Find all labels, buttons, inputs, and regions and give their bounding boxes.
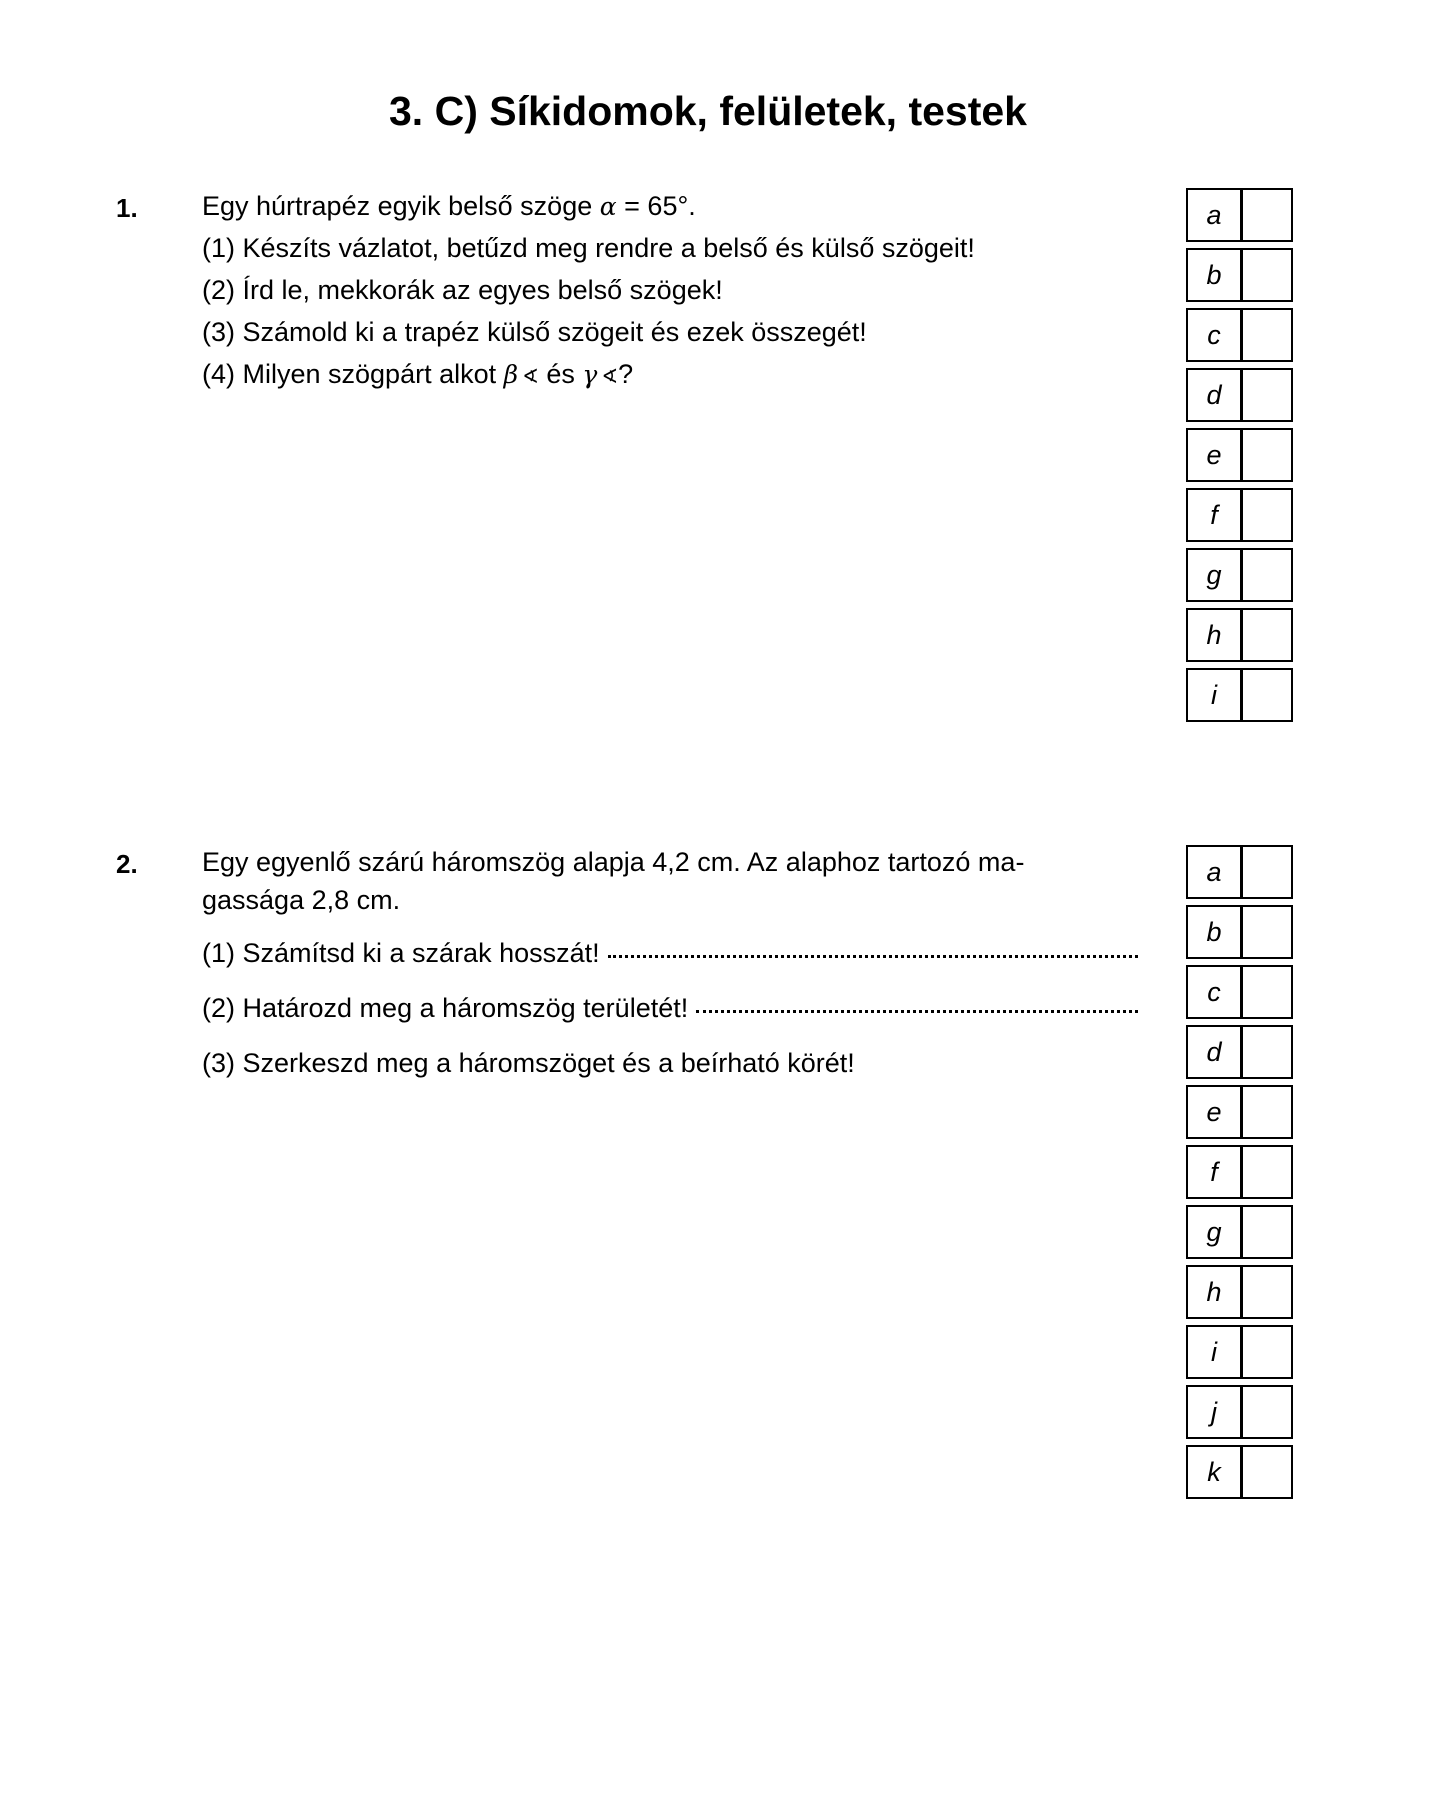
- problem-number: 1.: [116, 193, 138, 223]
- alpha-symbol: α: [599, 192, 617, 221]
- answer-box-label: c: [1188, 967, 1243, 1017]
- answer-score-cell[interactable]: [1243, 1207, 1291, 1257]
- answer-box: [1186, 1205, 1293, 1259]
- answer-box-label: a: [1188, 847, 1243, 897]
- answer-box: [1186, 668, 1293, 722]
- answer-score-cell[interactable]: [1243, 1447, 1291, 1497]
- task-text: (2) Határozd meg a háromszög területét!: [202, 993, 689, 1023]
- answer-score-cell[interactable]: [1243, 907, 1291, 957]
- answer-box: [1186, 488, 1293, 542]
- task-item: (2) Írd le, mekkorák az egyes belső szögek!: [202, 275, 723, 305]
- answer-score-cell[interactable]: [1243, 967, 1291, 1017]
- answer-box: [1186, 1145, 1293, 1199]
- answer-box: [1186, 608, 1293, 662]
- answer-box-label: f: [1188, 1147, 1243, 1197]
- answer-score-cell[interactable]: [1243, 550, 1291, 600]
- item4-suffix: ?: [618, 359, 634, 389]
- answer-box: [1186, 1265, 1293, 1319]
- answer-box-label: b: [1188, 250, 1243, 300]
- answer-box: [1186, 368, 1293, 422]
- task-text: (1) Számítsd ki a szárak hosszát!: [202, 938, 600, 968]
- answer-box: [1186, 188, 1293, 242]
- answer-box-label: i: [1188, 670, 1243, 720]
- problem-intro-continued: gassága 2,8 cm.: [202, 885, 401, 915]
- answer-box: [1186, 1025, 1293, 1079]
- answer-box-label: a: [1188, 190, 1243, 240]
- answer-box-label: i: [1188, 1327, 1243, 1377]
- angle-icon: ∢: [601, 366, 619, 388]
- answer-score-cell[interactable]: [1243, 610, 1291, 660]
- answer-score-cell[interactable]: [1243, 490, 1291, 540]
- answer-score-cell[interactable]: [1243, 1267, 1291, 1317]
- answer-score-cell[interactable]: [1243, 190, 1291, 240]
- answer-score-cell[interactable]: [1243, 670, 1291, 720]
- answer-boxes: [1186, 845, 1293, 1505]
- gamma-symbol: γ: [582, 360, 598, 389]
- answer-box-label: e: [1188, 1087, 1243, 1137]
- beta-symbol: β: [503, 360, 519, 389]
- answer-box: [1186, 308, 1293, 362]
- answer-box-label: c: [1188, 310, 1243, 360]
- answer-boxes: [1186, 188, 1293, 728]
- answer-box-label: h: [1188, 1267, 1243, 1317]
- answer-score-cell[interactable]: [1243, 1327, 1291, 1377]
- answer-score-cell[interactable]: [1243, 1087, 1291, 1137]
- answer-score-cell[interactable]: [1243, 847, 1291, 897]
- answer-score-cell[interactable]: [1243, 1147, 1291, 1197]
- answer-box: [1186, 1385, 1293, 1439]
- answer-box-label: h: [1188, 610, 1243, 660]
- item4-prefix: (4) Milyen szögpárt alkot: [202, 359, 497, 389]
- angle-icon: ∢: [522, 366, 539, 388]
- answer-box: [1186, 548, 1293, 602]
- answer-box: [1186, 248, 1293, 302]
- problem-intro: Egy egyenlő szárú háromszög alapja 4,2 cm. Az alaphoz tartozó ma-: [202, 847, 1025, 877]
- task-item: [202, 358, 633, 393]
- answer-dotted-line[interactable]: [608, 954, 1138, 958]
- answer-score-cell[interactable]: [1243, 370, 1291, 420]
- page-title: 3. C) Síkidomok, felületek, testek: [389, 88, 1027, 134]
- answer-box: [1186, 965, 1293, 1019]
- task-item: [202, 992, 1138, 1024]
- item4-mid: és: [546, 359, 575, 389]
- answer-box: [1186, 845, 1293, 899]
- answer-box: [1186, 905, 1293, 959]
- answer-box-label: j: [1188, 1387, 1243, 1437]
- problem-intro: [202, 190, 696, 223]
- intro-text: Egy húrtrapéz egyik belső szöge: [202, 191, 593, 221]
- answer-score-cell[interactable]: [1243, 1027, 1291, 1077]
- answer-box: [1186, 1085, 1293, 1139]
- answer-box-label: b: [1188, 907, 1243, 957]
- answer-score-cell[interactable]: [1243, 250, 1291, 300]
- answer-box-label: d: [1188, 1027, 1243, 1077]
- answer-score-cell[interactable]: [1243, 1387, 1291, 1437]
- answer-box-label: f: [1188, 490, 1243, 540]
- task-item: [202, 937, 1138, 969]
- task-item: (3) Számold ki a trapéz külső szögeit és ezek összegét!: [202, 317, 867, 347]
- answer-score-cell[interactable]: [1243, 310, 1291, 360]
- intro-value: = 65°.: [624, 191, 696, 221]
- answer-score-cell[interactable]: [1243, 430, 1291, 480]
- task-item: (1) Készíts vázlatot, betűzd meg rendre a belső és külső szögeit!: [202, 233, 975, 263]
- answer-box: [1186, 428, 1293, 482]
- answer-box-label: k: [1188, 1447, 1243, 1497]
- task-item: (3) Szerkeszd meg a háromszöget és a beírható körét!: [202, 1048, 855, 1078]
- answer-box: [1186, 1445, 1293, 1499]
- answer-box: [1186, 1325, 1293, 1379]
- answer-box-label: e: [1188, 430, 1243, 480]
- answer-box-label: g: [1188, 550, 1243, 600]
- answer-dotted-line[interactable]: [696, 1009, 1138, 1013]
- answer-box-label: d: [1188, 370, 1243, 420]
- problem-number: 2.: [116, 849, 138, 879]
- answer-box-label: g: [1188, 1207, 1243, 1257]
